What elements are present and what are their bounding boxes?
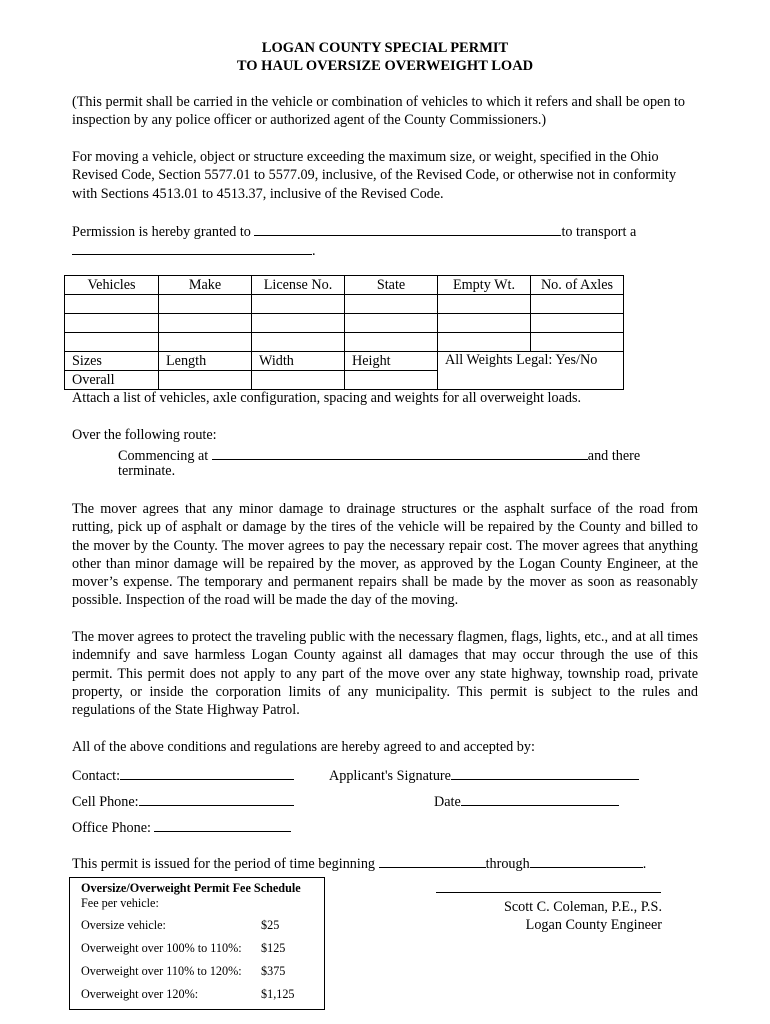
grantee-field[interactable] [254, 221, 561, 236]
damage-clause: The mover agrees that any minor damage to drainage structures or the asphalt surface of the road from rutting, pick up of asphalt or damage by the tires of the vehicle will be repaired by the County and billed to the mover by the County. The mover agrees to pay the necessary repair cost. The mover agrees that anything other than minor damage will be repaired by the mover, as approved by the Logan County Engineer, at the mover’s expense. The temporary and permanent repairs shall be made by the mover as soon as reasonably possible. Inspection of the road will be made the day of the moving. [72, 501, 698, 609]
table-cell[interactable] [345, 333, 438, 352]
table-cell[interactable] [159, 295, 252, 314]
engineer-name: Scott C. Coleman, P.E., P.S. [503, 899, 662, 915]
table-header-row [65, 276, 624, 295]
fee-schedule-subtitle: Fee per vehicle: [81, 896, 159, 910]
table-cell[interactable] [65, 333, 159, 352]
sizes-label: Sizes [65, 352, 159, 371]
period-prefix: This permit is issued for the period of time beginning [72, 856, 376, 872]
contact-field[interactable] [120, 765, 294, 780]
fee-item-amount: $1,125 [261, 987, 295, 1001]
table-cell[interactable] [345, 295, 438, 314]
commencing-line [118, 445, 640, 465]
fee-item-amount: $25 [261, 918, 280, 932]
office-phone-label: Office Phone: [72, 820, 151, 836]
header-license: License No. [252, 276, 345, 295]
header-make: Make [159, 276, 252, 295]
through-label: through [485, 856, 530, 872]
date-field[interactable] [461, 791, 619, 806]
contact-line [72, 765, 294, 785]
scope-paragraph: For moving a vehicle, object or structure exceeding the maximum size, or weight, specified in the Ohio Revised Code, Section 5577.01 to 5577.09, inclusive, of the Revised Code, or otherwise not in conformity with Sections 4513.01 to 4513.37, inclusive of the Revised Code. [72, 149, 677, 202]
date-label: Date [434, 794, 461, 810]
commencing-field[interactable] [212, 445, 588, 460]
permission-end: . [312, 243, 316, 259]
safety-clause: The mover agrees to protect the traveling public with the necessary flagmen, flags, lights, etc., and at all times indemnify and save harmless Logan County against all damages that may occur through the use of this permit. This permit does not apply to any part of the move over any state highway, township road, private property, or inside the corporation limits of any municipality. This permit is subject to the rules and regulations of the State Highway Patrol. [72, 629, 698, 719]
table-cell[interactable] [252, 314, 345, 333]
overall-label: Overall [65, 371, 159, 390]
table-cell[interactable] [252, 333, 345, 352]
cell-phone-label: Cell Phone: [72, 794, 139, 810]
table-cell[interactable] [438, 314, 531, 333]
table-cell[interactable] [345, 314, 438, 333]
office-phone-field[interactable] [154, 817, 291, 832]
length-label: Length [159, 352, 252, 371]
engineer-title: Logan County Engineer [525, 917, 662, 933]
table-row [65, 295, 624, 314]
fee-item-label: Overweight over 100% to 110%: [81, 941, 242, 955]
period-line [72, 853, 646, 873]
width-value[interactable] [252, 371, 345, 390]
table-cell[interactable] [252, 295, 345, 314]
header-empty-weight: Empty Wt. [438, 276, 531, 295]
fee-schedule-title: Oversize/Overweight Permit Fee Schedule [81, 881, 301, 895]
transport-item-field[interactable] [72, 240, 312, 255]
commencing-label: Commencing at [118, 448, 209, 464]
header-state: State [345, 276, 438, 295]
cell-phone-field[interactable] [139, 791, 294, 806]
title-line-2: TO HAUL OVERSIZE OVERWEIGHT LOAD [236, 58, 534, 74]
fee-item-amount: $125 [261, 941, 286, 955]
header-axles: No. of Axles [531, 276, 624, 295]
width-label: Width [252, 352, 345, 371]
header-vehicles: Vehicles [65, 276, 159, 295]
engineer-signature-line[interactable] [436, 891, 661, 893]
sizes-row [65, 352, 624, 371]
and-there-label: and there [587, 448, 641, 464]
table-cell[interactable] [531, 295, 624, 314]
table-cell[interactable] [531, 314, 624, 333]
fee-schedule-box [69, 877, 325, 1010]
date-line [434, 791, 619, 811]
signature-field[interactable] [451, 765, 639, 780]
signature-label: Applicant's Signature [329, 768, 451, 784]
period-end: . [642, 856, 647, 872]
cell-phone-line [72, 791, 294, 811]
vehicle-table [64, 275, 624, 390]
permission-line [72, 221, 636, 241]
transport-line [72, 240, 316, 260]
length-value[interactable] [159, 371, 252, 390]
contact-label: Contact: [72, 768, 121, 784]
fee-item-label: Oversize vehicle: [81, 918, 166, 932]
office-phone-line [72, 817, 291, 837]
signature-line [329, 765, 639, 785]
fee-item-label: Overweight over 110% to 120%: [81, 964, 242, 978]
fee-item-label: Overweight over 120%: [81, 987, 199, 1001]
fee-item-amount: $375 [261, 964, 286, 978]
table-cell[interactable] [438, 295, 531, 314]
permission-prefix: Permission is hereby granted to [72, 224, 251, 240]
intro-paragraph: (This permit shall be carried in the vehicle or combination of vehicles to which it refers and shall be open to inspection by any police officer or authorized agent of the County Commissioners.) [72, 94, 686, 129]
table-cell[interactable] [159, 314, 252, 333]
table-row [65, 314, 624, 333]
table-cell[interactable] [159, 333, 252, 352]
height-value[interactable] [345, 371, 438, 390]
height-label: Height [345, 352, 438, 371]
table-row [65, 333, 624, 352]
table-cell[interactable] [531, 333, 624, 352]
table-cell[interactable] [65, 314, 159, 333]
terminate-label: terminate. [118, 463, 176, 479]
permission-suffix: to transport a [561, 224, 637, 240]
title-line-1: LOGAN COUNTY SPECIAL PERMIT [261, 40, 509, 56]
period-start-field[interactable] [379, 853, 486, 868]
table-cell[interactable] [438, 333, 531, 352]
attach-note: Attach a list of vehicles, axle configuration, spacing and weights for all overweight loads. [72, 390, 582, 406]
period-end-field[interactable] [530, 853, 643, 868]
agreement-text: All of the above conditions and regulations are hereby agreed to and accepted by: [72, 739, 535, 755]
route-label: Over the following route: [72, 427, 217, 443]
table-cell[interactable] [65, 295, 159, 314]
weights-legal-label: All Weights Legal: Yes/No [438, 352, 624, 390]
